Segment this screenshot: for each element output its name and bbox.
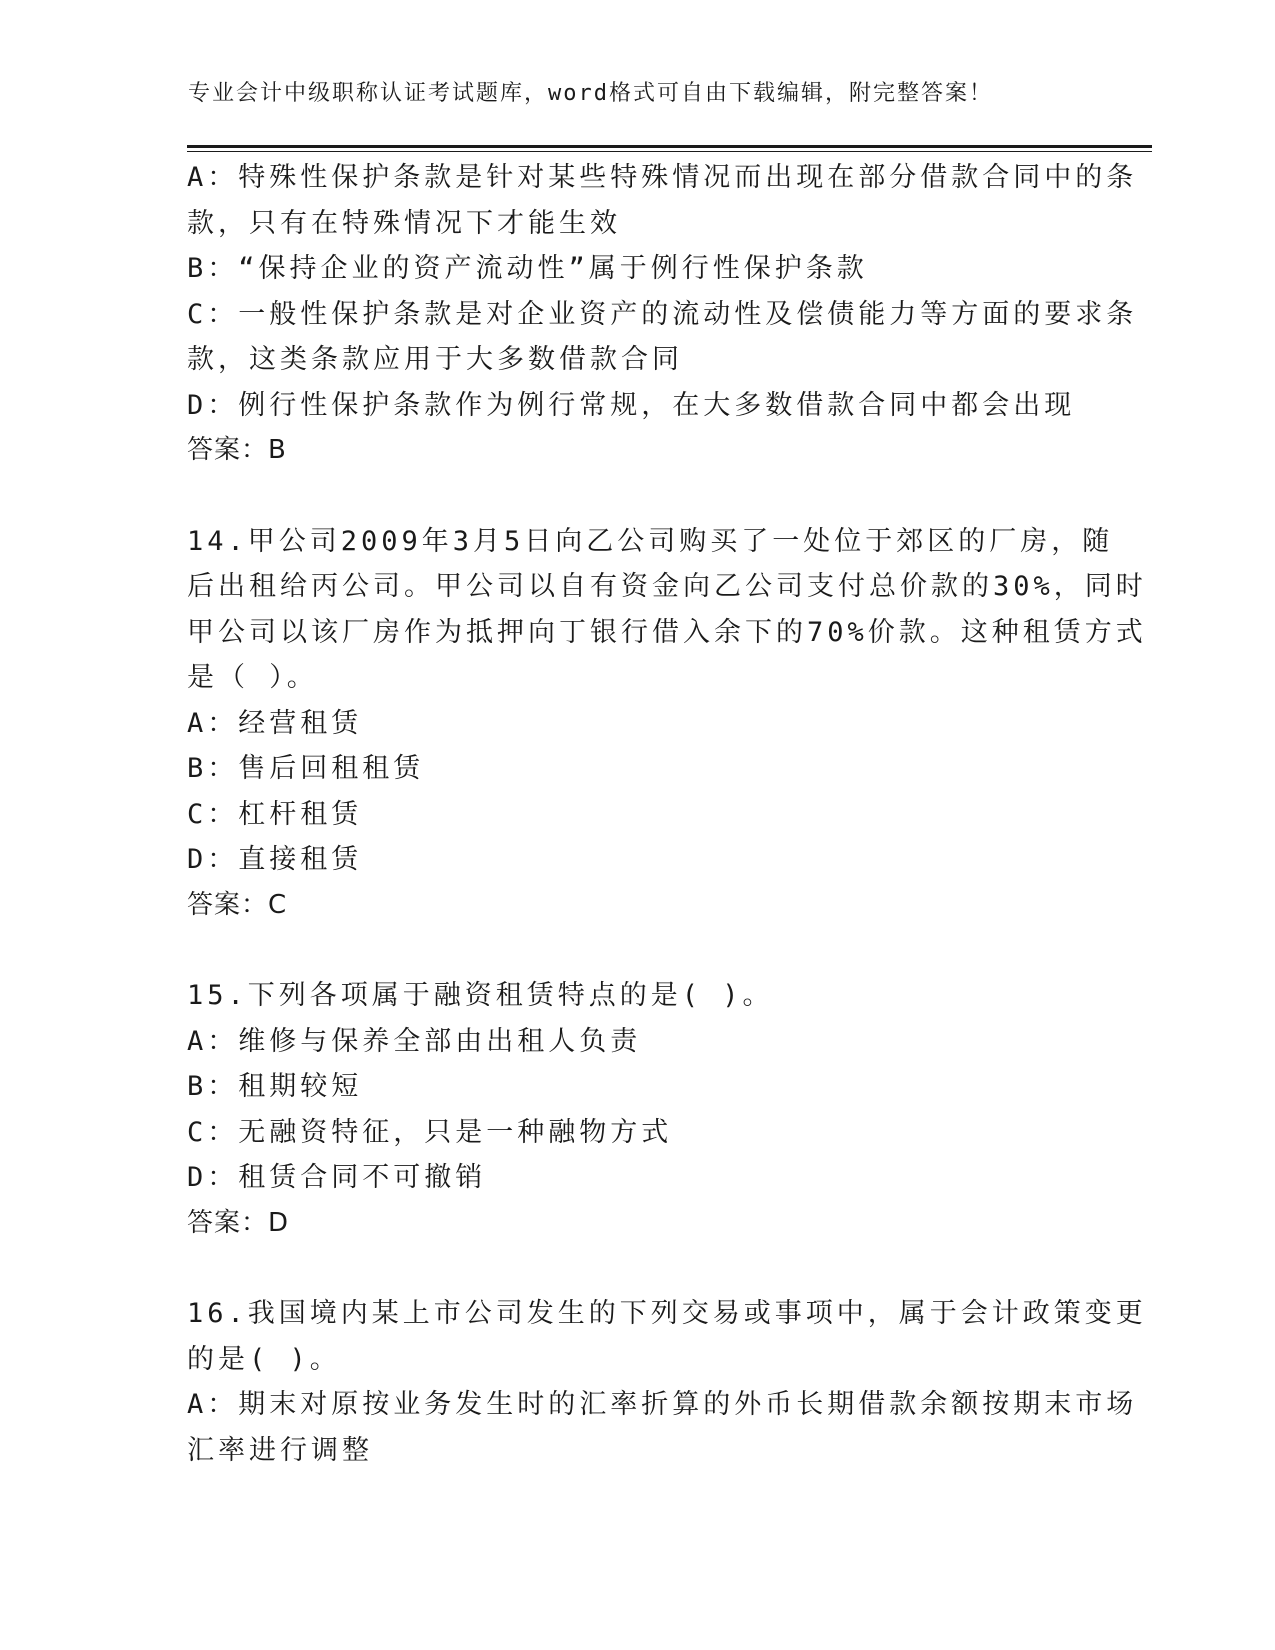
q16-option-a-line2: 汇率进行调整 xyxy=(187,1434,373,1466)
q15-option-d: D：租赁合同不可撤销 xyxy=(187,1162,487,1193)
q14-stem-line4: 是（ ）。 xyxy=(187,662,318,693)
q14-stem-line1: 14.甲公司2009年3月5日向乙公司购买了一处位于郊区的厂房，随 xyxy=(187,525,1114,557)
spacer xyxy=(187,928,1087,973)
q15-answer: 答案：D xyxy=(187,1207,290,1238)
question-14 xyxy=(187,519,1147,929)
q13-option-d: D：例行性保护条款作为例行常规，在大多数借款合同中都会出现 xyxy=(187,389,1076,421)
q13-option-a-line2: 款，只有在特殊情况下才能生效 xyxy=(187,207,621,239)
spacer xyxy=(187,1246,1087,1291)
header-rule-thick xyxy=(187,145,1152,148)
q14-stem-line2: 后出租给丙公司。甲公司以自有资金向乙公司支付总价款的30%，同时 xyxy=(187,571,1147,602)
q16-stem-line2: 的是( )。 xyxy=(187,1343,341,1375)
spacer xyxy=(187,474,1087,519)
q14-option-c: C：杠杆租赁 xyxy=(187,798,363,830)
document-body xyxy=(187,155,1147,1473)
q14-answer: 答案：C xyxy=(187,889,288,920)
q14-stem-line3: 甲公司以该厂房作为抵押向丁银行借入余下的70%价款。这种租赁方式 xyxy=(187,616,1147,648)
question-15 xyxy=(187,973,1087,1246)
q16-stem-line1: 16.我国境内某上市公司发生的下列交易或事项中，属于会计政策变更 xyxy=(187,1298,1147,1329)
q13-option-c-line2: 款，这类条款应用于大多数借款合同 xyxy=(187,344,683,375)
header-rule-thin xyxy=(187,151,1152,152)
page-header: 专业会计中级职称认证考试题库，word格式可自由下载编辑，附完整答案！ xyxy=(188,81,993,106)
q15-option-c: C：无融资特征，只是一种融物方式 xyxy=(187,1116,673,1148)
q15-option-b: B：租期较短 xyxy=(187,1071,363,1102)
q14-option-a: A：经营租赁 xyxy=(187,707,363,739)
q16-option-a-line1: A：期末对原按业务发生时的汇率折算的外币长期借款余额按期末市场 xyxy=(187,1389,1138,1420)
q13-option-b: B：“保持企业的资产流动性”属于例行性保护条款 xyxy=(187,253,868,284)
question-13 xyxy=(187,155,1138,474)
question-16 xyxy=(187,1291,1147,1473)
q13-option-c-line1: C：一般性保护条款是对企业资产的流动性及偿债能力等方面的要求条 xyxy=(187,298,1138,330)
q15-stem: 15.下列各项属于融资租赁特点的是( )。 xyxy=(187,980,774,1011)
q13-answer: 答案：B xyxy=(187,435,287,465)
q14-option-d: D：直接租赁 xyxy=(187,844,363,875)
q15-option-a: A：维修与保养全部由出租人负责 xyxy=(187,1025,642,1057)
q13-option-a-line1: A：特殊性保护条款是针对某些特殊情况而出现在部分借款合同中的条 xyxy=(187,162,1138,193)
q14-option-b: B：售后回租租赁 xyxy=(187,753,425,784)
